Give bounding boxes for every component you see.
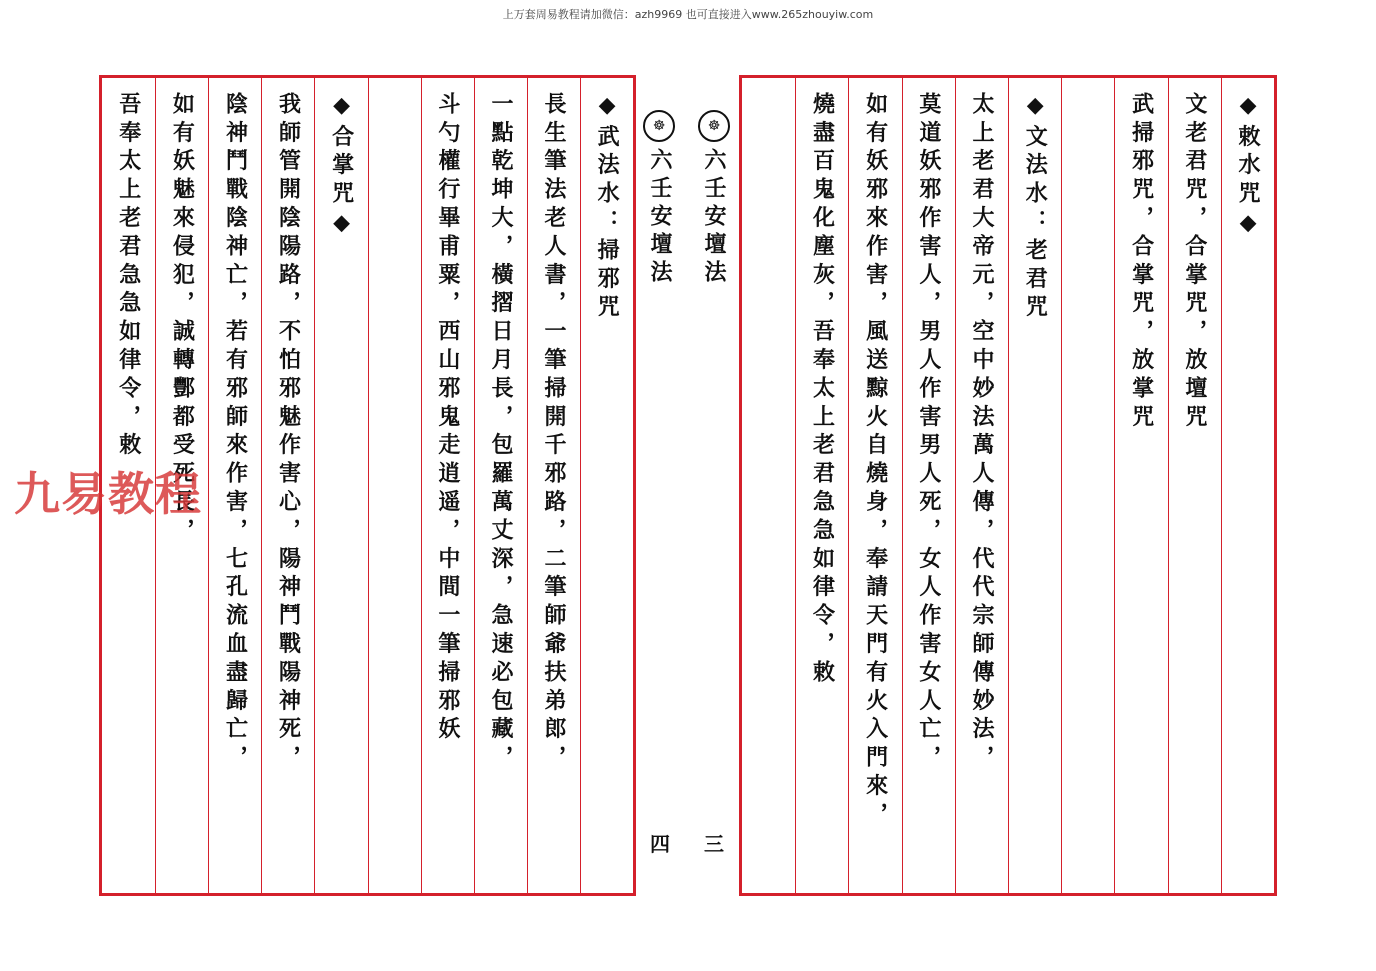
verse-line: 文老君咒，合掌咒，放壇咒 <box>1181 92 1208 433</box>
verse-line: 如有妖邪來作害，風送黥火自燒身，奉請天門有火入門來， <box>862 92 889 831</box>
left-column-10 <box>580 78 634 893</box>
verse-line: 陰神鬥戰陰神亡，若有邪師來作害，七孔流血盡歸亡， <box>222 92 249 774</box>
right-column-10 <box>1221 78 1275 893</box>
right-column-7 <box>1061 78 1115 893</box>
verse-line: 莫道妖邪作害人，男人作害男人死，女人作害女人亡， <box>915 92 942 774</box>
right-column-4 <box>902 78 956 893</box>
left-column-8 <box>474 78 528 893</box>
right-page-number: 三 <box>704 832 724 856</box>
verse-line: 吾奉太上老君急急如律令，敕 <box>115 92 142 462</box>
verse-line: 武掃邪咒，合掌咒，放掌咒 <box>1128 92 1155 433</box>
verse-line: 一點乾坤大，橫摺日月長，包羅萬丈深，急速必包藏， <box>487 92 514 774</box>
heading-line: ◆敕水咒◆ <box>1235 92 1262 242</box>
right-column-6 <box>1008 78 1062 893</box>
left-column-6 <box>368 78 422 893</box>
right-running-title: 六壬安壇法 <box>701 148 727 288</box>
left-column-7 <box>421 78 475 893</box>
heading-line: ◆文法水：老君咒 <box>1022 92 1049 324</box>
seal-icon: ☸ <box>698 110 730 142</box>
left-page-number: 四 <box>650 832 670 856</box>
verse-line: 燒盡百鬼化塵灰，吾奉太上老君急急如律令，敕 <box>809 92 836 689</box>
right-column-3 <box>848 78 902 893</box>
right-column-9 <box>1168 78 1222 893</box>
top-banner: 上万套周易教程请加微信：azh9969 也可直接进入www.265zhouyiw.com <box>502 8 874 21</box>
verse-line: 太上老君大帝元，空中妙法萬人傳，代代宗師傳妙法， <box>969 92 996 774</box>
heading-line: ◆武法水：掃邪咒 <box>594 92 621 324</box>
heading-line: ◆合掌咒◆ <box>328 92 355 242</box>
right-page-frame <box>739 75 1277 896</box>
left-column-5 <box>314 78 368 893</box>
seal-icon: ☸ <box>643 110 675 142</box>
left-column-9 <box>527 78 581 893</box>
right-column-5 <box>955 78 1009 893</box>
watermark: 九易教程 <box>14 467 202 521</box>
verse-line: 長生筆法老人書，一筆掃開千邪路，二筆師爺扶弟郎， <box>541 92 568 774</box>
verse-line: 如有妖魅來侵犯，誠轉酆都受死長， <box>169 92 196 547</box>
left-running-title: 六壬安壇法 <box>647 148 673 288</box>
verse-line: 斗勺權行畢甫粟，西山邪鬼走逍遥，中間一筆掃邪妖 <box>434 92 461 746</box>
left-column-3 <box>208 78 262 893</box>
right-column-2 <box>795 78 849 893</box>
right-column-1 <box>742 78 796 893</box>
left-column-4 <box>261 78 315 893</box>
verse-line: 我師管開陰陽路，不怕邪魅作害心，陽神鬥戰陽神死， <box>275 92 302 774</box>
right-column-8 <box>1114 78 1168 893</box>
